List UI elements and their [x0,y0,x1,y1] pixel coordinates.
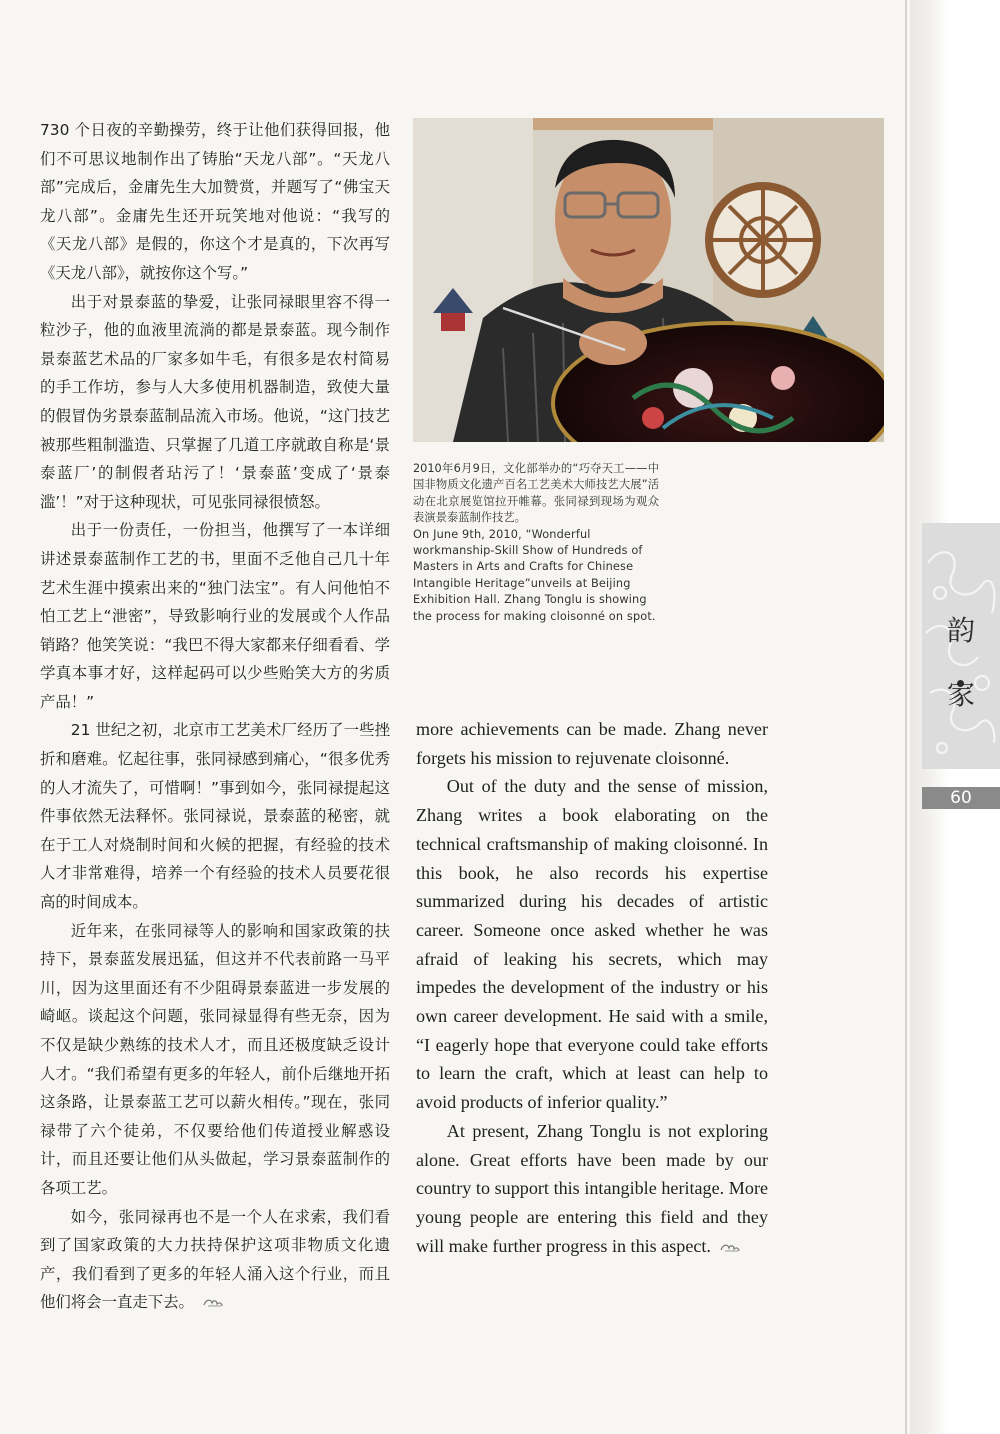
page-number: 60 [950,788,972,808]
cn-paragraph-5: 近年来，在张同禄等人的影响和国家政策的扶持下，景泰蓝发展迅猛，但这并不代表前路一马平川，因为这里面还有不少阻碍景泰蓝进一步发展的崎岖。谈起这个问题，张同禄显得有些无奈，因为不仅是缺少熟练的技术人才，而且还极度缺乏设计人才。“我们希望有更多的年轻人，前仆后继地开拓这条路，让景泰蓝工艺可以薪火相传。”现在，张同禄带了六个徒弟，不仅要给他们传道授业解惑设计，而且还要让他们从头做起，学习景泰蓝制作的各项工艺。 [40,921,390,1197]
caption-chinese: 2010年6月9日，文化部举办的“巧夺天工——中国非物质文化遗产百名工艺美术大师技艺大展”活动在北京展览馆拉开帷幕。张同禄到现场为观众表演景泰蓝制作技艺。 [413,462,659,525]
side-tab-char-2: 家 [946,678,975,711]
cn-paragraph-1: 730 个日夜的辛勤操劳，终于让他们获得回报，他们不可思议地制作出了铸胎“天龙八部”。“天龙八部”完成后，金庸先生大加赞赏，并题写了“佛宝天龙八部”。金庸先生还开玩笑地对他说：“我写的《天龙八部》是假的，你这个才是真的，下次再写《天龙八部》，就按你这个写。” [40,121,390,282]
cn-paragraph-3: 出于一份责任，一份担当，他撰写了一本详细讲述景泰蓝制作工艺的书，里面不乏他自己几十年艺术生涯中摸索出来的“独门法宝”。有人问他怕不怕工艺上“泄密”，导致影响行业的发展或个人作品销路？他笑笑说：“我巴不得大家都来仔细看看、学学真本事才好，这样起码可以少些贻笑大方的劣质产品！” [40,521,390,711]
en-paragraph-2: Out of the duty and the sense of mission, Zhang writes a book elaborating on the technical craftsmanship of making cloisonné. In this book, he also records his expertise summarized during his decades of artistic career. Someone once asked whether he was afraid of leaking his secrets, which may impedes the development of the industry or his own career development. He said with a smile, “I eagerly hope that everyone could take efforts to learn the craft, which at least can help to avoid products of inferior quality.” [416,776,768,1113]
caption-english: On June 9th, 2010, “Wonderful workmanship-Skill Show of Hundreds of Masters in Arts and Crafts for Chinese Intangible Heritage”unveils at Beijing Exhibition Hall. Zhang Tonglu is showing the process for making cloisonné on spot. [413,527,656,623]
photo-illustration [413,118,884,442]
chinese-article-column [40,116,390,1317]
photo-caption [413,461,659,625]
en-paragraph-1: more achievements can be made. Zhang never forgets his mission to rejuvenate cloisonné. [416,719,768,768]
cloud-end-mark-icon [719,1242,741,1254]
en-paragraph-3 [416,1117,768,1261]
english-article-column [416,715,768,1260]
article-photo [413,118,884,442]
cn-paragraph-4: 21 世纪之初，北京市工艺美术厂经历了一些挫折和磨难。忆起往事，张同禄感到痛心，“很多优秀的人才流失了，可惜啊！”事到如今，张同禄提起这件事依然无法释怀。张同禄说，景泰蓝的秘密，就在于工人对烧制时间和火候的把握，有经验的技术人才非常难得，培养一个有经验的技术人员要花很高的时间成本。 [40,721,390,912]
side-tab-char-1: 韵 [946,614,975,647]
cloud-end-mark-icon [202,1297,224,1309]
en-paragraph-3-text: At present, Zhang Tonglu is not exploring alone. Great efforts have been made by our country to support this intangible heritage. More young people are entering this field and they will make further progress in this aspect. [416,1120,768,1256]
page-fold-line [905,0,907,1434]
page-number-bar [922,787,1000,809]
cn-paragraph-2: 出于对景泰蓝的挚爱，让张同禄眼里容不得一粒沙子，他的血液里流淌的都是景泰蓝。现今制作景泰蓝艺术品的厂家多如牛毛，有很多是农村简易的手工作坊，参与人大多使用机器制造，致使大量的假冒伪劣景泰蓝制品流入市场。他说，“这门技艺被那些粗制滥造、只掌握了几道工序就敢自称是‘景泰蓝厂’的制假者玷污了！‘景泰蓝’变成了‘景泰滥’！”对于这种现状，可见张同禄很愤怒。 [40,292,390,511]
cn-paragraph-6 [40,1203,390,1317]
cn-paragraph-6-text: 如今，张同禄再也不是一个人在求索，我们看到了国家政策的大力扶持保护这项非物质文化遗产，我们看到了更多的年轻人涌入这个行业，而且他们将会一直走下去。 [40,1207,390,1312]
section-side-tab [922,523,1000,769]
